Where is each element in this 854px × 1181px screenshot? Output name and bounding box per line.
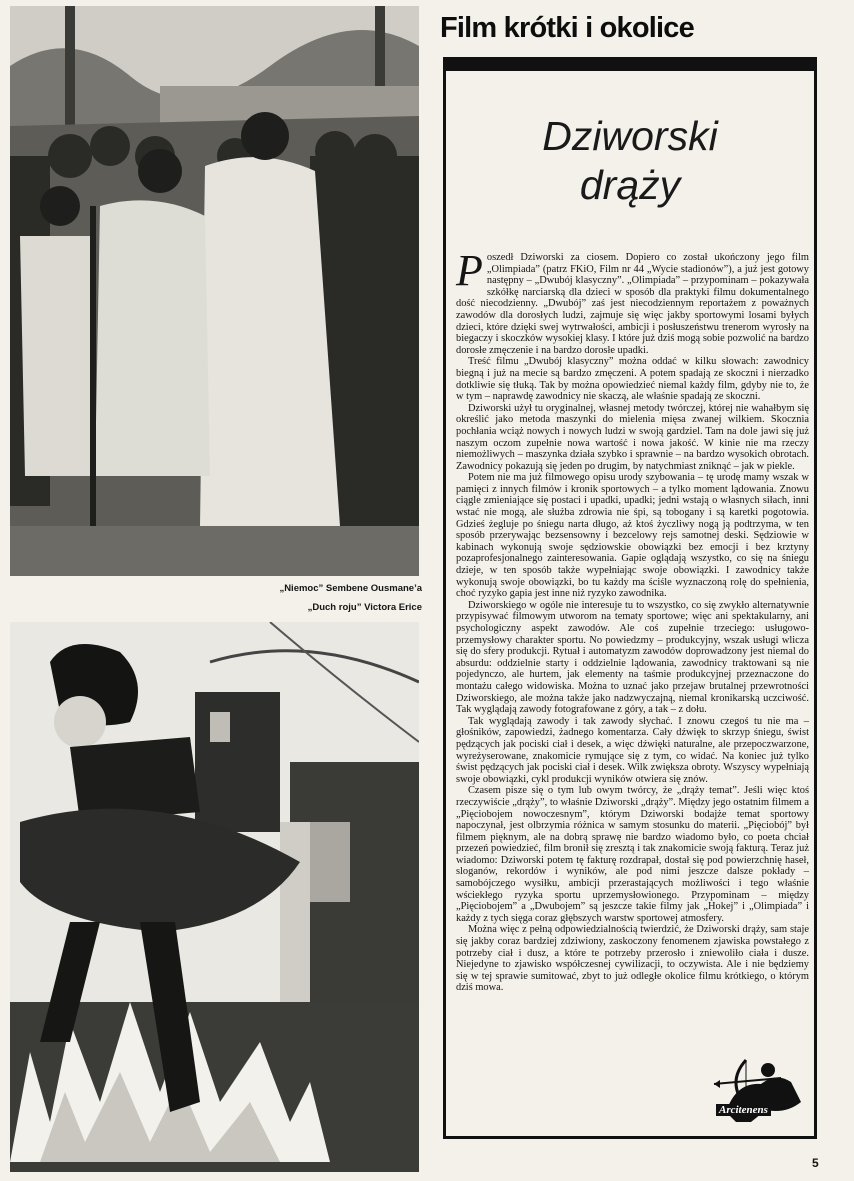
- article-paragraph: Można więc z pełną odpowiedzialnością twierdzić, że Dziworski drąży, sam staje się jakby coraz bardziej zdziwiony, zaskoczony fenomenem zjawiska powstałego z potrzeby ciał i dusz, a które te potrzeby przerosło i zniewoliło ciała i dusze. Niejedyne to zjawisko współczesnej cywilizacji, to oczywista. Ale i nie będziemy się w tej sprawie sumitować, zbyt to już odległe okolice filmu krótkiego, o którym dziś mowa.: [456, 924, 809, 994]
- article-paragraph: Czasem pisze się o tym lub owym twórcy, że „drąży temat”. Jeśli więc ktoś rzeczywiście „drąży”, to właśnie Dziworski „drąży”. Między jego ostatnim filmem a „Pięciobojem nowoczesnym”, którym Dziworski bodajże temat sportowy napoczynał, jest olbrzymia różnica w samym stosunku do materii. „Pięciobój” był filmem pięknym, ale na dobrą sprawę nie bardzo wiadomo było, co poeta chciał przezeń powiedzieć, film bronił się zresztą i tak znakomicie swoją fakturą. Teraz już wiadomo: Dziworski potem tę fakturę rozdrapał, dostał się pod powierzchnię haseł, sloganów, rekordów i wyników, ale pod nimi jeszcze dalsze pokłady – samobójczego wysiłku, ambicji przerastających możliwości i tego właśnie wściekłego ryzyka sportu uprzemysłowionego. Przypominam – między „Pięciobojem” a „Dwubojem” są jeszcze takie filmy jak „Hokej” i „Olimpiada” i każdy z tych sięga coraz głębszych warstw sportowej atmosfery.: [456, 785, 809, 924]
- article-title-line2: drąży: [579, 162, 681, 208]
- article-paragraph: Potem nie ma już filmowego opisu urody szybowania – tę urodę mamy wszak w pamięci z innych filmów i kronik sportowych – a tylko moment lądowania. Znowu ciągle zmieniające się postaci i upadki, upadki; jedni wstają o własnych siłach, inni wstać nie mogą, ale służba zdrowia nie śpi, są tobogany i są karetki pogotowia. Gdzieś żegluje po śniegu narta długo, aż ktoś życzliwy nogą ją podtrzyma, w ten sposób przerywając bezsensowny i bezcelowy rejs samotnej deski. Sędziowie w kabinach wykonują swoje sędziowskie obowiązki bez emocji i bez krztyny pozaprofesjonalnego zainteresowania. Gapie oglądają wszystko, co się na śniegu dzieje, w ten sposób także wypełniając swoje obowiązki. I zawodnicy także wykonują swoje obowiązki, bo tu każdy ma ściśle wyznaczoną rolę do spełnienia, choć ryzyko gapia jest inne niż ryzyko zawodnika.: [456, 472, 809, 600]
- caption-top-photo: „Niemoc” Sembene Ousmane’a: [279, 583, 422, 594]
- article-paragraph: Dziworski użył tu oryginalnej, własnej metody twórczej, której nie wahałbym się określić jako metoda maszynki do mielenia mięsa zwanej wilkiem. Skocznia pochłania wciąż nowych i nowych ludzi w swoją gardziel. Tam na dole jawi się już naszym oczom zupełnie nowa wartość i nowa jakość. W kinie nie ma rzeczy niemożliwych – maszynka działa szybko i sprawnie – na bardzo wysokich obrotach. Zawodnicy pokazują się jeden po drugim, by natychmiast zniknąć – jak w piekle.: [456, 402, 809, 472]
- drop-cap: P: [456, 246, 483, 295]
- article-title: [470, 112, 790, 210]
- article-paragraph: Tak wyglądają zawody i tak zawody słychać. I znowu czegoś tu nie ma – głośników, zapowiedzi, żadnego komentarza. Cały dźwięk to skrzyp śniegu, świst pędzących jak pociski ciał i desek, a więc dźwięki naturalne, ale przepoczwarzone, wyreżyserowane, znakomicie rymujące się z tym, co widać. Na koniec już tylko świst pędzących jak pociski ciał i desek. Wilk zwiększa obroty. Wszyscy wypełniają swoje obowiązki, cykl produkcji wyników otwiera się znów.: [456, 715, 809, 785]
- article-paragraph: Poszedł Dziworski za ciosem. Dopiero co został ukończony jego film „Olimpiada” (patrz FKiO, Film nr 44 „Wycie stadionów”), a już jest gotowy następny – „Dwubój klasyczny”. „Olimpiada” – przypominam – pokazywała szkółkę narciarską dla dzieci w sposób dla praktyki filmu dokumentalnego dość niecodzienny. „Dwubój” zaś jest niecodziennym reportażem z poważnych zawodów dla dorosłych ludzi, zajmuje się więc jakby sportowymi losami byłych dzieci, które dzięki swej wytrwałości, ambicji i posłuszeństwu trenerom wyrosły na biegaczy i skoczków wysokiej klasy. I które już dziś mogą sobie pozwolić na bardzo dorosłe zmęczenie i na bardzo dorosłe upadki.: [456, 246, 809, 356]
- photo-duch-roju-still: [10, 622, 419, 1172]
- article-title-line1: Dziworski: [542, 113, 718, 159]
- logo-label: Arcitenens: [716, 1104, 771, 1116]
- caption-bottom-photo: „Duch roju” Victora Erice: [307, 602, 422, 613]
- article-body: [456, 246, 809, 994]
- page-number: 5: [812, 1156, 819, 1170]
- archer-logo-icon: [706, 1052, 810, 1128]
- article-paragraph: Dziworskiego w ogóle nie interesuje tu to wszystko, co się zwykło alternatywnie przypisywać filmowym utworom na tematy sportowe; więc ani spektakularny, ani psychologiczny aspekt zawodów. Ale coś zupełnie trzeciego: usługowo-przemysłowy charakter sportu. No powiedzmy – produkcyjny, wszak usługi wlicza się do sfery produkcji. Rytuał i automatyzm zawodów doprowadzony jest niemal do absurdu: oddzielnie starty i oddzielnie lądowania, zawodnicy traktowani są nie pojedynczo, ale hurtem, jak elementy na taśmie produkcyjnej przeznaczone do montażu całego widowiska. Można to uznać jako przejaw brutalnej przewrotności Dziworskiego, ale można także jako nadzwyczajną, niemal kronikarską uczciwość. Tak wyglądają zawody fotografowane z góry, a tak – z dołu.: [456, 599, 809, 716]
- article-paragraph: Treść filmu „Dwubój klasyczny” można oddać w kilku słowach: zawodnicy biegną i już na mecie są bardzo zmęczeni. A potem spadają ze skoczni i nierzadko dotkliwie się tłuką. Tak by można opowiedzieć niemal każdy film, gdyby nie to, że w tym – naprawdę zawodnicy nie skaczą, ale właśnie spadają ze skoczni.: [456, 356, 809, 403]
- section-title: Film krótki i okolice: [440, 12, 694, 44]
- photo-niemoc-still: [10, 6, 419, 576]
